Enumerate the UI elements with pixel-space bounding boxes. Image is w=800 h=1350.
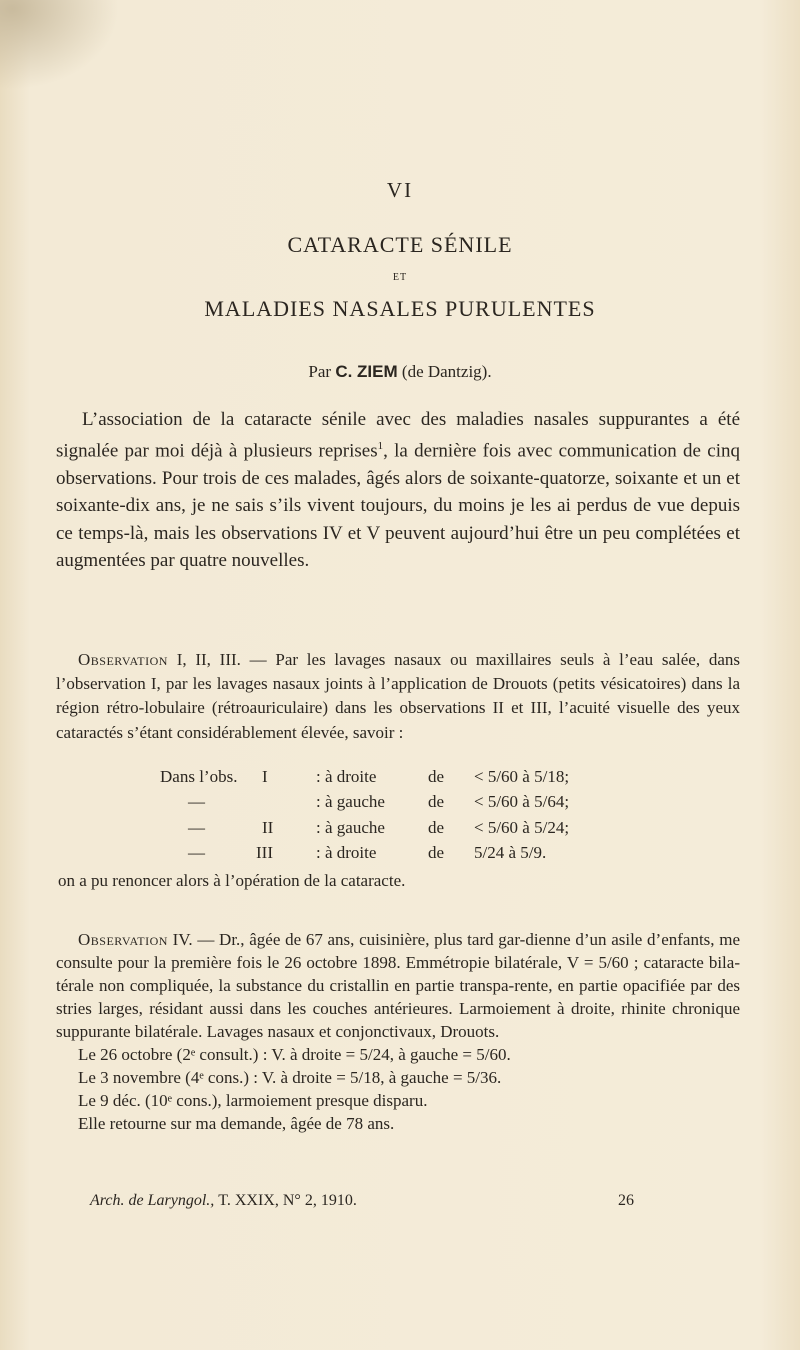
observation-number: IV. — [167, 930, 220, 949]
journal-volume: T. XXIX, N° 2, 1910. [218, 1192, 357, 1209]
acuity-de: de [428, 767, 445, 786]
intro-text-2: , la dernière fois avec communication de cinq observations. Pour trois de ces malades, âgés alors de soixante-quatorze, soixante et un et soixante-dix ans, je ne sais s’ils vivent toujours, du moins je les ai perdus de vue depuis ce temps-là, mais les observations IV et V peuvent aujourd’hui être un peu complétées et augmentées par quatre nouvelles. [56, 440, 740, 571]
title-line-1: CATARACTE SÉNILE [287, 232, 513, 257]
journal-name: Arch. de Laryngol., [90, 1192, 215, 1209]
acuity-side: : à gauche [316, 817, 385, 837]
footnote-mark: 1 [377, 440, 384, 453]
observation-line: Le 26 octobre (2ᵉ consult.) : V. à droite = 5/24, à gauche = 5/60. [78, 1045, 511, 1064]
acuity-range: < 5/60 à 5/64; [474, 792, 570, 812]
title-line-2: MALADIES NASALES PURULENTES [204, 296, 596, 321]
observation-line: Le 3 novembre (4ᵉ cons.) : V. à droite = 5/18, à gauche = 5/36. [78, 1068, 502, 1087]
acuity-side: : à droite [316, 842, 377, 862]
acuity-de: de [428, 817, 445, 837]
observation-line: Le 9 déc. (10ᵉ cons.), larmoiement presque disparu. [78, 1091, 428, 1110]
acuity-side: : à gauche [316, 792, 385, 812]
observation-1-3-paragraph [56, 648, 740, 745]
chapter-number: VI [386, 178, 414, 202]
acuity-range: < 5/60 à 5/18; [474, 767, 570, 786]
title-conjunction: ET [392, 272, 408, 283]
acuity-side: : à droite [316, 767, 377, 786]
acuity-label: — [188, 792, 205, 812]
acuity-obs-number: III [256, 842, 273, 862]
byline [0, 362, 800, 382]
intro-paragraph [56, 406, 740, 574]
acuity-label: — [188, 817, 205, 837]
conclusion-line: on a pu renoncer alors à l’opération de la cataracte. [58, 871, 406, 890]
observation-4-paragraph [56, 928, 740, 1135]
acuity-de: de [428, 792, 445, 812]
page-number: 26 [618, 1192, 634, 1209]
intro-text-1: L’association de la cataracte sénile avec des maladies nasales suppurantes a été signalée par moi déjà à plusieurs reprises [56, 409, 740, 462]
journal-citation [90, 1192, 357, 1210]
acuity-label: Dans l’obs. [160, 767, 238, 786]
acuity-obs-number: I [262, 767, 268, 786]
acuity-label: — [188, 842, 205, 862]
observation-text: Dr., âgée de 67 ans, cuisinière, plus tard gar-dienne d’un asile d’enfants, me consulte pour la première fois le 26 octobre 1898. Emmétropie bilatérale, V = 5/60 ; cataracte bila-térale non compliquée, la substance du cristallin en partie transpa-rente, en partie opacifiée par des stries larges, résidant aussi dans les couches antérieures. Larmoiement à droite, rhinite chronique suppurante bilatérale. Lavages nasaux et conjonctivaux, Drouots. [56, 930, 741, 1041]
acuity-obs-number: II [262, 817, 274, 837]
observation-heading: Observation [78, 650, 168, 669]
author-name: C. ZIEM [335, 362, 398, 381]
acuity-range: 5/24 à 5/9. [474, 842, 547, 862]
observation-text: Par les lavages nasaux ou maxillaires seuls à l’eau salée, dans l’observation I, par les lavages nasaux joints à l’application de Drouots (petits vésicatoires) dans la région rétro-lobulaire (rétroauriculaire) dans les observations II et III, l’acuité visuelle des yeux cataractés s’étant considérablement élevée, savoir : [56, 650, 740, 742]
acuity-de: de [428, 842, 445, 862]
author-location: (de Dantzig). [401, 362, 492, 381]
observation-numbers: I, II, III. — [167, 650, 276, 669]
byline-prefix: Par [308, 362, 332, 381]
acuity-range: < 5/60 à 5/24; [474, 817, 570, 837]
paper-stain [0, 0, 120, 90]
observation-heading: Observation [78, 930, 168, 949]
observation-line: Elle retourne sur ma demande, âgée de 78 ans. [78, 1114, 395, 1133]
